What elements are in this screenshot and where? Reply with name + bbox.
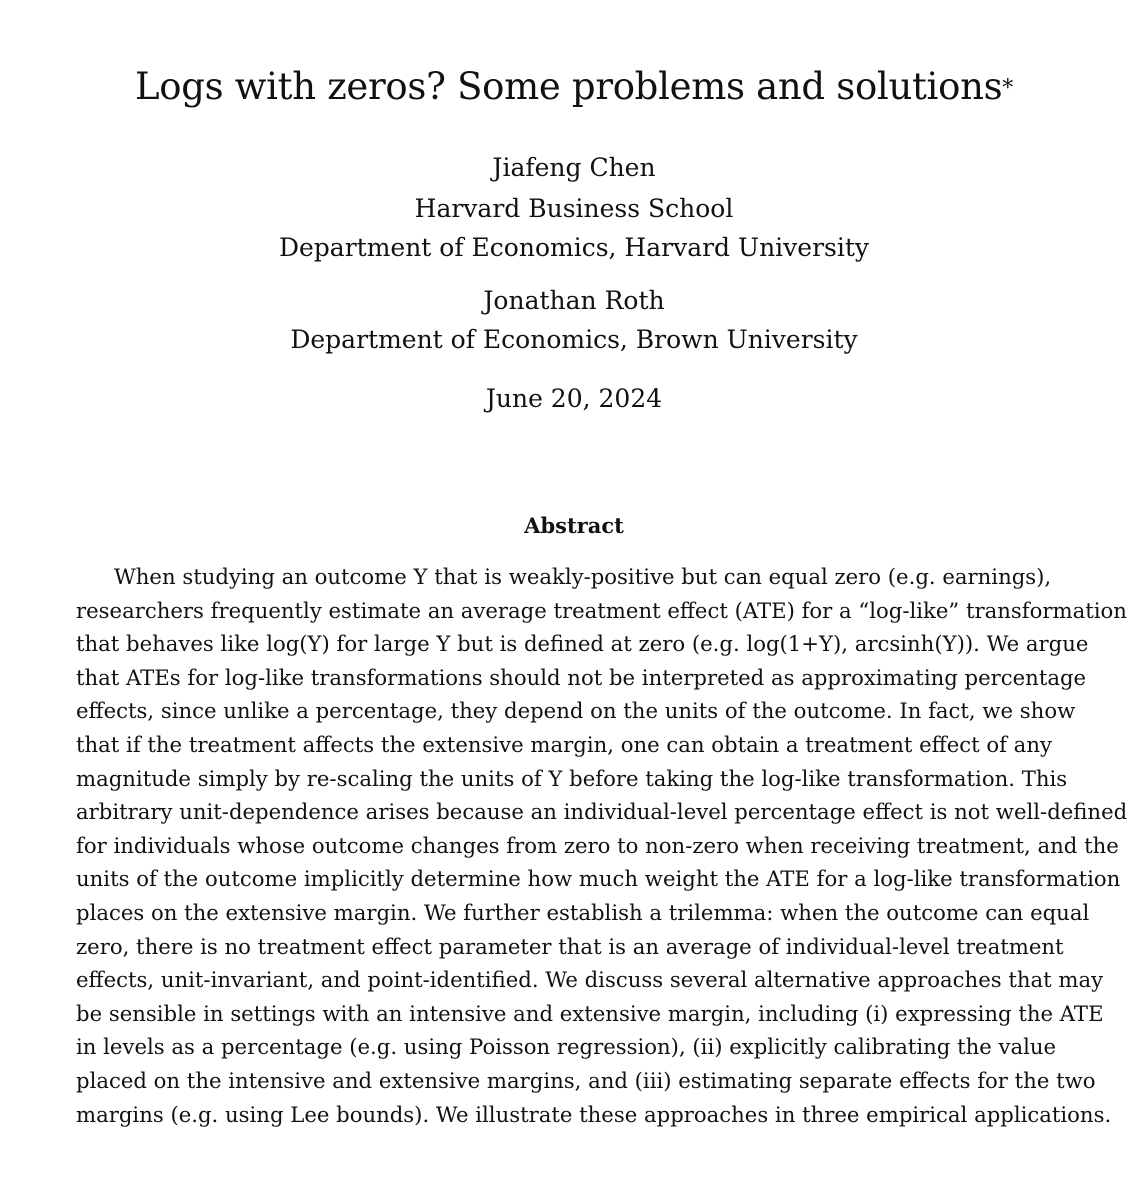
abstract-line: in levels as a percentage (e.g. using Poisson regression), (ii) explicitly calibrating the value [76, 1034, 1057, 1060]
title-footnote-mark: * [1002, 76, 1013, 101]
author-name: Jiafeng Chen [492, 153, 656, 182]
abstract-line: arbitrary unit-dependence arises because an individual-level percentage effect is not well-defined [76, 799, 1128, 825]
abstract-line: effects, since unlike a percentage, they depend on the units of the outcome. In fact, we show [76, 698, 1076, 724]
abstract-line: places on the extensive margin. We further establish a trilemma: when the outcome can equal [76, 899, 1090, 925]
abstract-line: zero, there is no treatment effect parameter that is an average of individual-level treatment [76, 933, 1064, 959]
abstract-line: that ATEs for log-like transformations should not be interpreted as approximating percentage [76, 664, 1087, 690]
author-affiliation: Harvard Business School [414, 194, 734, 223]
paper-title-text: Logs with zeros? Some problems and solutions [134, 65, 1003, 108]
abstract-line: When studying an outcome Y that is weakly-positive but can equal zero (e.g. earnings), [114, 564, 1052, 589]
abstract-line: that behaves like log(Y) for large Y but is defined at zero (e.g. log(1+Y), arcsinh(Y)). We argue [76, 631, 1089, 657]
abstract-body [76, 560, 1128, 1131]
paper-title [0, 62, 1148, 112]
abstract-line: placed on the intensive and extensive margins, and (iii) estimating separate effects for the two [76, 1067, 1096, 1093]
abstract-line: researchers frequently estimate an average treatment effect (ATE) for a “log-like” transformation [76, 597, 1127, 623]
abstract-line: units of the outcome implicitly determine how much weight the ATE for a log-like transformation [76, 866, 1121, 892]
author-affiliation: Department of Economics, Harvard University [278, 233, 870, 262]
paper-date: June 20, 2024 [485, 384, 663, 413]
abstract-line: effects, unit-invariant, and point-identified. We discuss several alternative approaches that may [76, 967, 1104, 993]
abstract-line: be sensible in settings with an intensive and extensive margin, including (i) expressing the ATE [76, 1000, 1104, 1026]
abstract-line: for individuals whose outcome changes from zero to non-zero when receiving treatment, and the [76, 832, 1119, 858]
abstract-line: that if the treatment affects the extensive margin, one can obtain a treatment effect of any [76, 731, 1052, 757]
abstract-line: magnitude simply by re-scaling the units of Y before taking the log-like transformation. This [76, 765, 1068, 791]
abstract-heading: Abstract [524, 513, 624, 538]
author-name: Jonathan Roth [483, 286, 665, 315]
abstract-line: margins (e.g. using Lee bounds). We illustrate these approaches in three empirical applications. [76, 1101, 1112, 1127]
author-affiliation: Department of Economics, Brown University [290, 325, 858, 354]
